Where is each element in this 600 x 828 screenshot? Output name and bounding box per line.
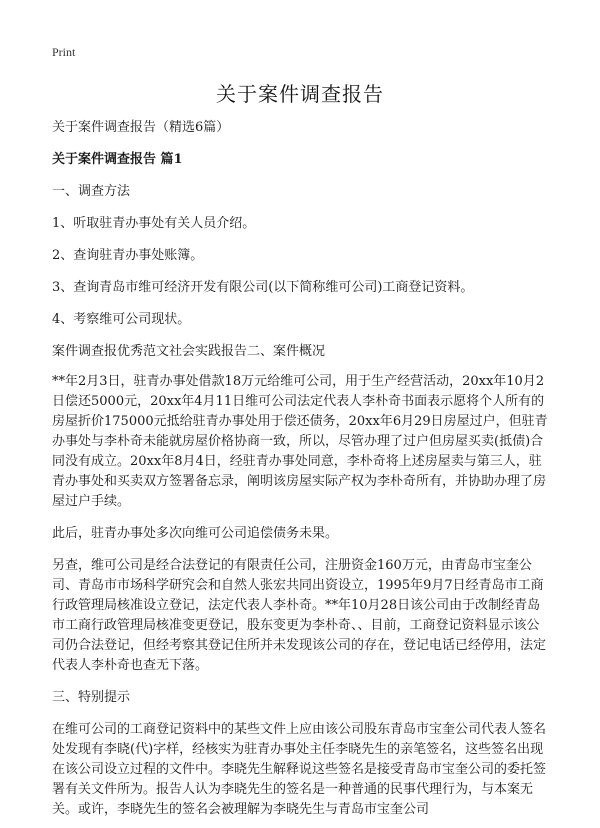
method-item-2: 2、查询驻青办事处账簿。 xyxy=(52,248,204,263)
section-title: 关于案件调查报告 篇1 xyxy=(52,152,183,167)
document-body xyxy=(52,118,552,828)
heading-special-note: 三、特别提示 xyxy=(52,690,131,705)
overview-paragraph-1: **年2月3日，驻青办事处借款18万元给维可公司，用于生产经营活动，20xx年10月2日偿还5000元，20xx年4月11日维可公司法定代表人李朴奇书面表示愿将个人所有的房屋折价175000元抵给驻青办事处用于偿还债务，20xx年6月29日房屋过户，但驻青办事处与李朴奇未能就房屋价格协商一致，所以，尽管办理了过户但房屋买卖(抵债)合同没有成立。20xx年8月4日，经驻青办事处同意，李朴奇将上述房屋卖与第三人，驻青办事处和买卖双方签署备忘录，阐明该房屋实际产权为李朴奇所有，并协助办理了房屋过户手续。 xyxy=(52,374,548,509)
heading-case-overview: 案件调查报优秀范文社会实践报告二、案件概况 xyxy=(52,344,326,359)
heading-survey-method: 一、调查方法 xyxy=(52,184,131,199)
page-title: 关于案件调查报告 xyxy=(216,82,384,106)
overview-paragraph-3: 另查，维可公司是经合法登记的有限责任公司，注册资金160万元，由青岛市宝奎公司、青岛市市场科学研究会和自然人张宏共同出资设立，1995年9月7日经青岛市工商行政管理局核准设立登记，法定代表人李朴奇。**年10月28日该公司由于改制经青岛市工商行政管理局核准变更登记，股东变更为李朴奇、、目前，工商登记资料显示该公司仍合法登记，但经考察其登记住所并未发现该公司的存在，登记电话已经停用，法定代表人李朴奇也查无下落。 xyxy=(52,558,547,673)
special-note-paragraph: 在维可公司的工商登记资料中的某些文件上应由该公司股东青岛市宝奎公司代表人签名处发现有李晓(代)字样，经核实为驻青办事处主任李晓先生的亲笔签名，这些签名出现在该公司设立过程的文件中。李晓先生解释说这些签名是接受青岛市宝奎公司的委托签署有关文件所为。报告人认为李晓先生的签名是一种普通的民事代理行为，与本案无关。或许，李晓先生的签名会被理解为李晓先生与青岛市宝奎公司 xyxy=(52,722,547,817)
method-item-4: 4、考察维可公司现状。 xyxy=(52,312,191,327)
method-item-3: 3、查询青岛市维可经济开发有限公司(以下简称维可公司)工商登记资料。 xyxy=(52,280,474,295)
method-item-1: 1、听取驻青办事处有关人员介绍。 xyxy=(52,216,256,231)
document-subtitle: 关于案件调查报告（精选6篇） xyxy=(52,120,230,135)
print-link[interactable]: Print xyxy=(52,45,76,59)
overview-paragraph-2: 此后，驻青办事处多次向维可公司追偿债务未果。 xyxy=(52,526,339,541)
